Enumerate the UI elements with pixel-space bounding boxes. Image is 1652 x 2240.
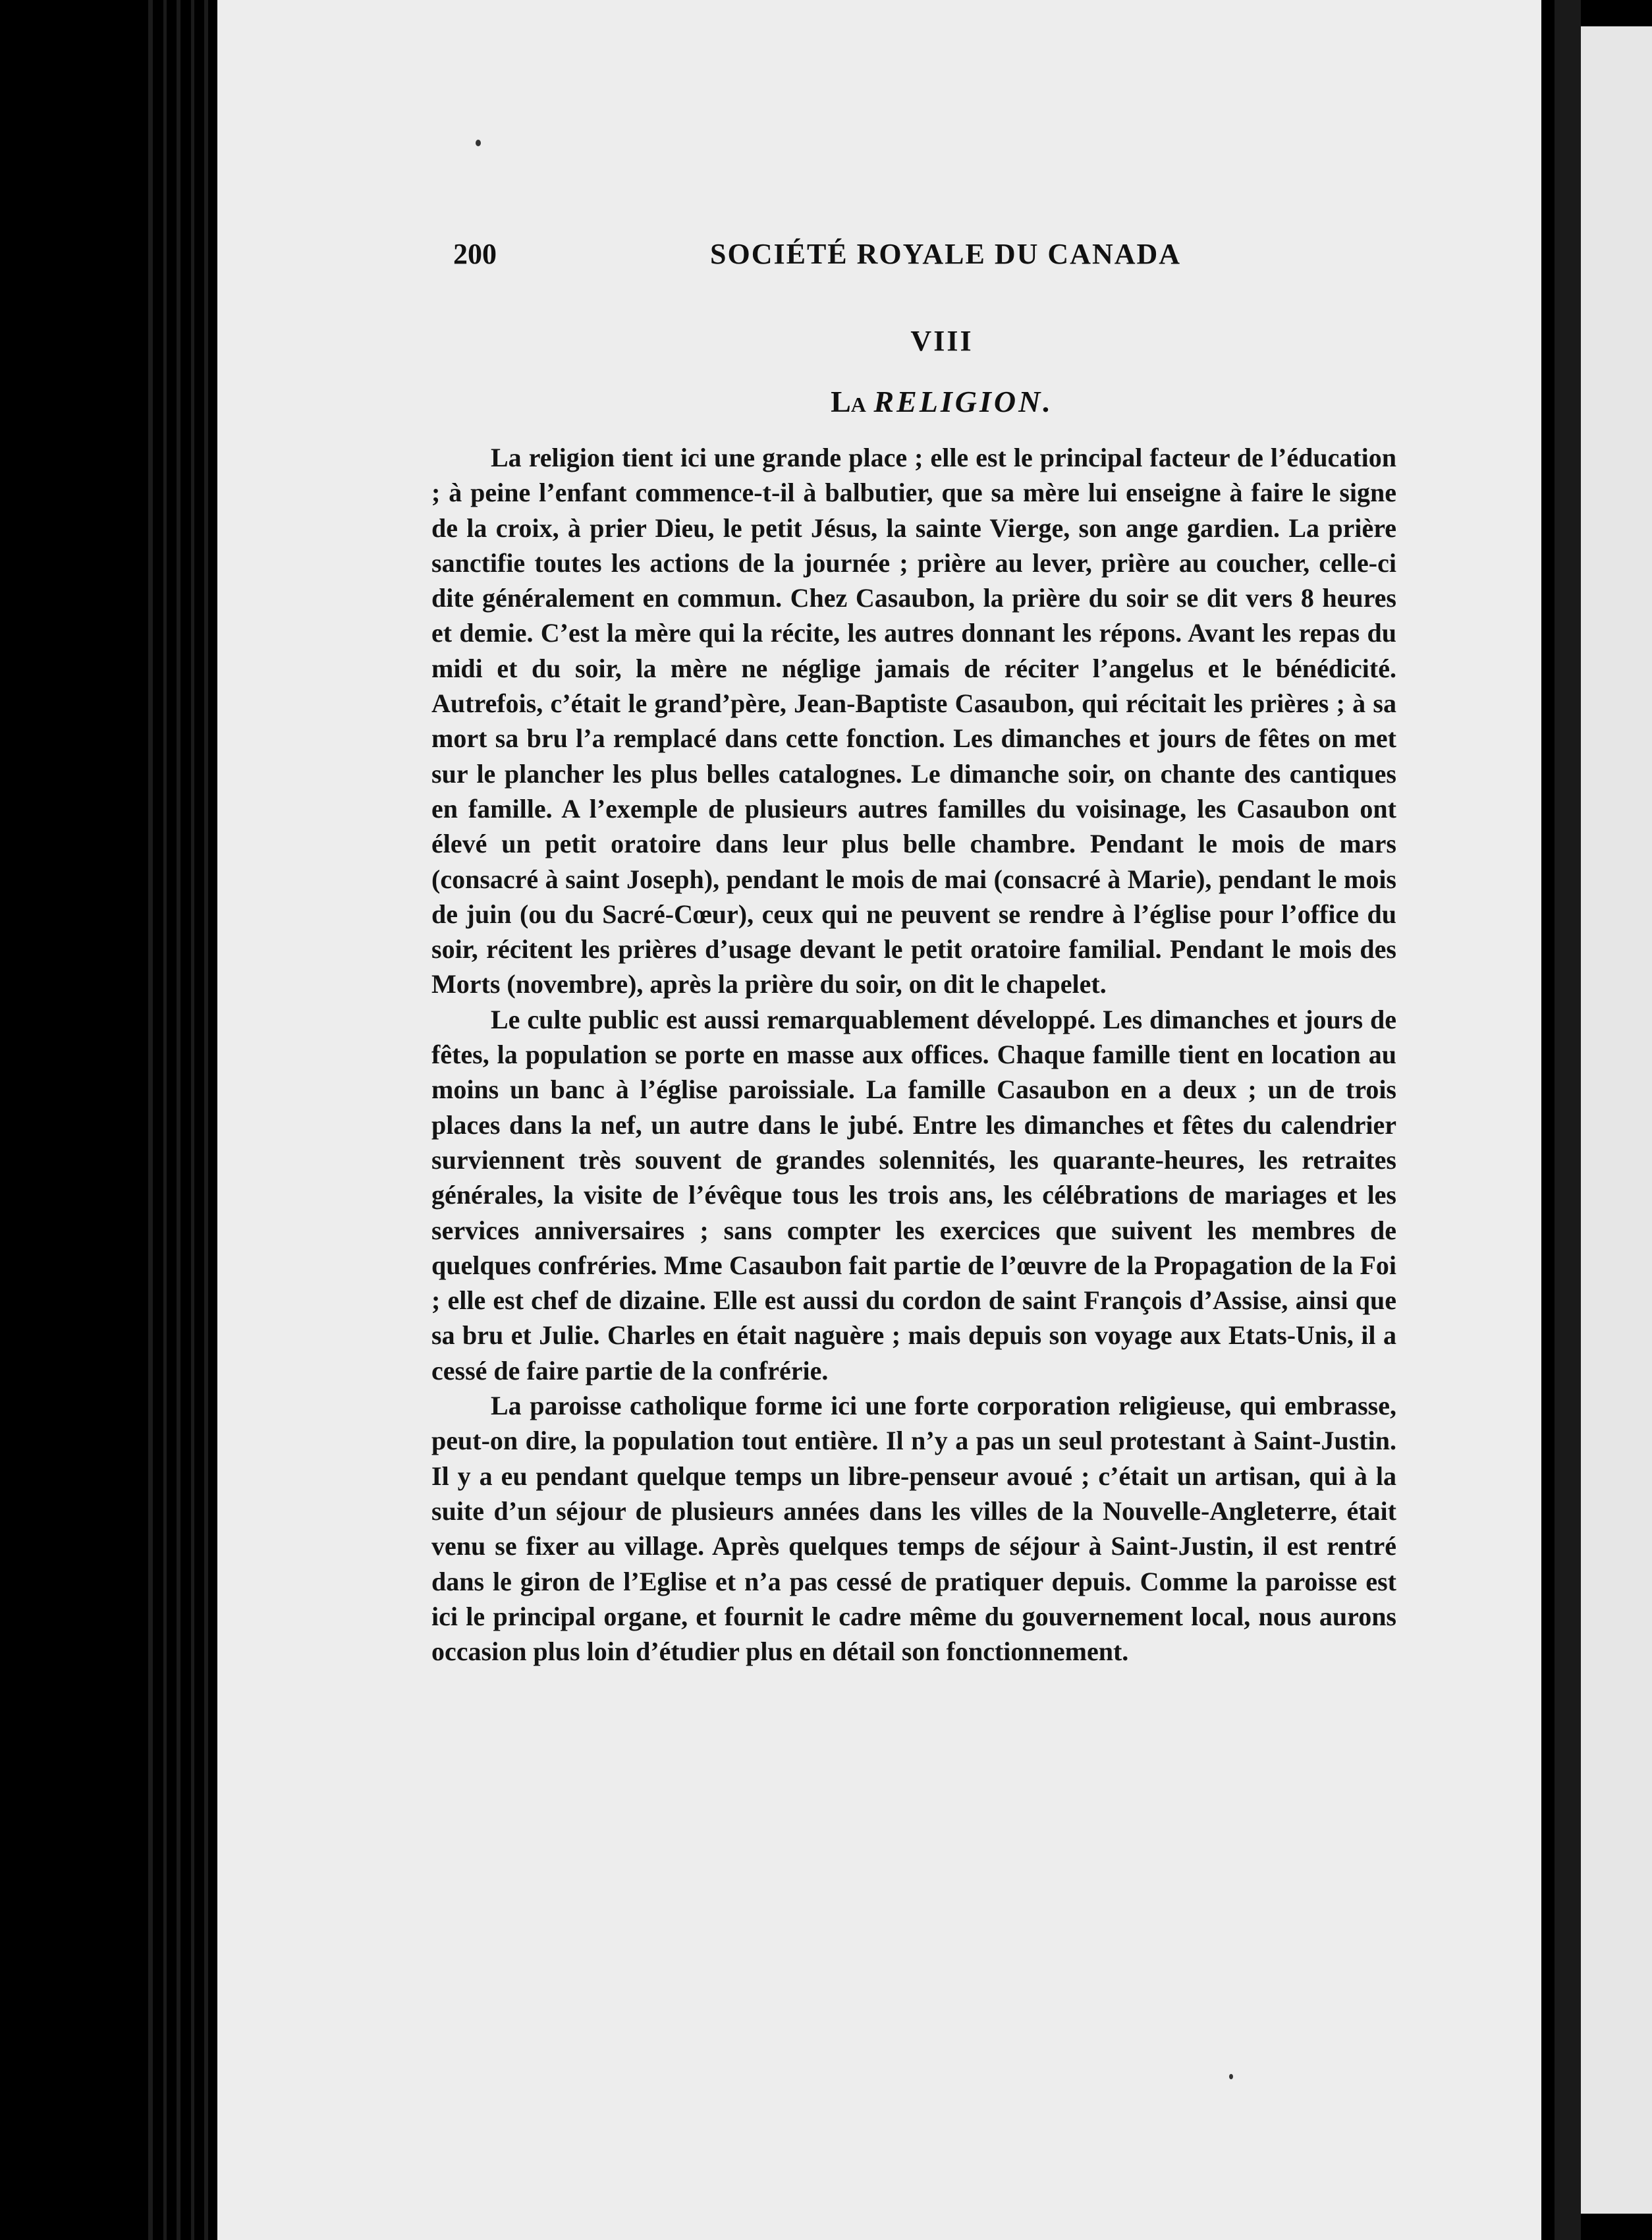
journal-title: SOCIÉTÉ ROYALE DU CANADA bbox=[710, 238, 1182, 270]
paragraph: La paroisse catholique forme ici une forte corporation religieuse, qui embrasse, peut-on dire, la population tout entière. Il n’y a pas un seul protestant à Saint-Justin. Il y a eu pendant quelque temps un libre-penseur avoué ; c’était un artisan, qui à la suite d’un séjour de plusieurs années dans les villes de la Nouvelle-Angleterre, était venu se fixer au village. Après quelques temps de séjour à Saint-Justin, il est rentré dans le giron de l’Eglise et n’a pas cessé de pratiquer depuis. Comme la paroisse est ici le principal organe, et fournit le cadre même du gouvernement local, nous aurons occasion plus loin d’étudier plus en détail son fonctionnement. bbox=[431, 1391, 1396, 1667]
section-number: VIII bbox=[910, 325, 974, 357]
page-gutter bbox=[1555, 0, 1581, 2240]
paragraph: Le culte public est aussi remarquablement développé. Les dimanches et jours de fêtes, la population se porte en masse aux offices. Chaque famille tient en location au moins un banc à l’église paroissiale. La famille Casaubon en a deux ; un de trois places dans la nef, un autre dans le jubé. Entre les dimanches et fêtes du calendrier surviennent très souvent de grandes solennités, les quarante-heures, les retraites générales, la visite de l’évêque tous les trois ans, les célébrations de mariages et les services anniversaires ; sans compter les exercices que suivent les membres de quelques confréries. Mme Casaubon fait partie de l’œuvre de la Propagation de la Foi ; elle est chef de dizaine. Elle est aussi du cordon de saint François d’Assise, ainsi que sa bru et Julie. Charles en était naguère ; mais depuis son voyage aux Etats-Unis, il a cessé de faire partie de la confrérie. bbox=[431, 1004, 1396, 1386]
page-edge-line bbox=[163, 0, 167, 2240]
running-head bbox=[453, 237, 1408, 277]
paragraph: La religion tient ici une grande place ; elle est le principal facteur de l’éducation ; à peine l’enfant commence-t-il à balbutier, que sa mère lui enseigne à faire le signe de la croix, à prier Dieu, le petit Jésus, la sainte Vierge, son ange gardien. La prière sanctifie toutes les actions de la journée ; prière au lever, prière au coucher, celle-ci dite généralement en commun. Chez Casaubon, la prière du soir se dit vers 8 heures et demie. C’est la mère qui la récite, les autres donnant les répons. Avant les repas du midi et du soir, la mère ne néglige jamais de réciter l’angelus et le bénédicité. Autrefois, c’était le grand’père, Jean-Baptiste Casaubon, qui récitait les prières ; à sa mort sa bru l’a remplacé dans cette fonction. Les dimanches et jours de fêtes on met sur le plancher les plus belles catalognes. Le dimanche soir, on chante des cantiques en famille. A l’exemple de plusieurs autres familles du voisinage, les Casaubon ont élevé un petit oratoire dans leur plus belle chambre. Pendant le mois de mars (consacré à saint Joseph), pendant le mois de mai (consacré à Marie), pendant le mois de juin (ou du Sacré-Cœur), ceux qui ne peuvent se rendre à l’église pour l’office du soir, récitent les prières d’usage devant le petit oratoire familial. Pendant le mois des Morts (novembre), après la prière du soir, on dit le chapelet. bbox=[431, 443, 1396, 999]
section-title-prefix: La bbox=[831, 385, 866, 418]
print-speck bbox=[476, 140, 481, 146]
page-edge-line bbox=[148, 0, 153, 2240]
page-edge-line bbox=[177, 0, 180, 2240]
page-edge-line bbox=[204, 0, 208, 2240]
print-speck bbox=[1229, 2074, 1233, 2079]
section-title-main: RELIGION. bbox=[873, 385, 1053, 418]
section-title bbox=[725, 384, 1159, 419]
page-edge-line bbox=[191, 0, 194, 2240]
adjacent-page-edge bbox=[1581, 26, 1652, 2214]
body-text bbox=[431, 440, 1396, 1669]
page-number: 200 bbox=[453, 238, 497, 270]
